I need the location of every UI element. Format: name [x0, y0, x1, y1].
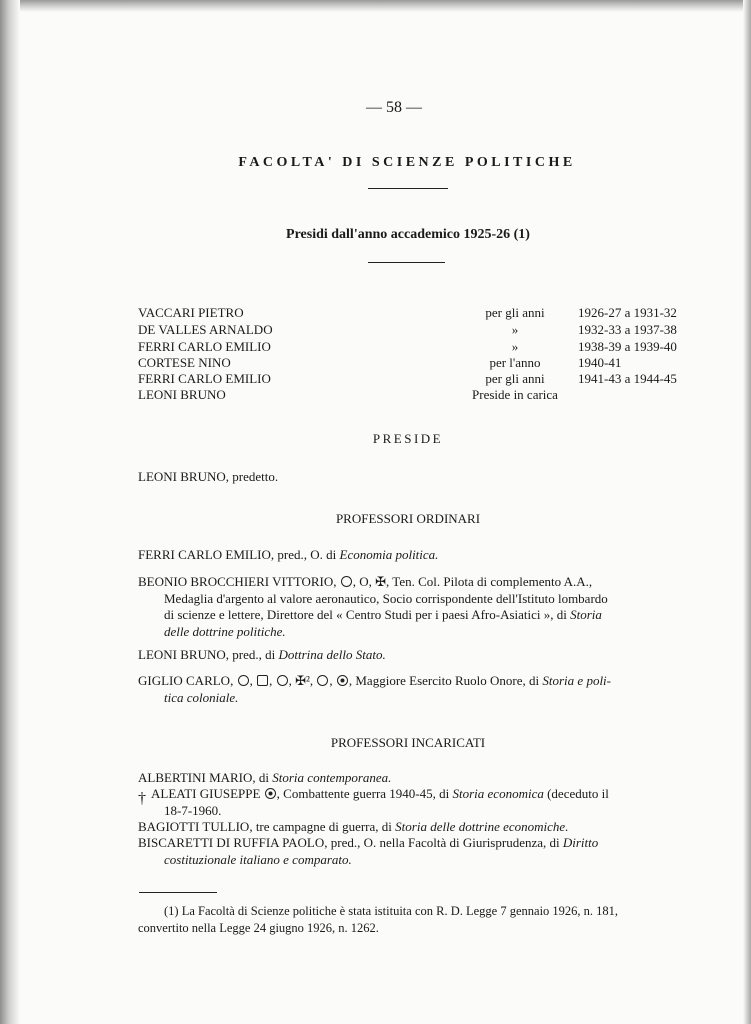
deceased-dagger-icon: †	[138, 790, 146, 807]
presidi-row	[0, 322, 751, 339]
presidi-row	[0, 371, 751, 388]
title-divider	[368, 188, 448, 189]
presidi-name: FERRI CARLO EMILIO	[138, 339, 271, 354]
entry-subject: tica coloniale.	[164, 689, 239, 705]
entry-text: , Combattente guerra 1940-45, di	[276, 786, 453, 801]
section-title: FACOLTA' DI SCIENZE POLITICHE	[238, 155, 576, 170]
preside-entry: LEONI BRUNO, predetto.	[138, 469, 279, 484]
presidi-name: VACCARI PIETRO	[138, 305, 244, 320]
presidi-years: 1941-43 a 1944-45	[578, 371, 677, 386]
presidi-row	[0, 387, 751, 404]
entry-subject: delle dottrine politiche.	[164, 623, 286, 639]
entry-text: (deceduto il	[543, 786, 609, 801]
presidi-years: 1926-27 a 1931-32	[578, 305, 677, 320]
incaricato-entry-albertini	[138, 770, 685, 787]
presidi-years: 1940-41	[578, 355, 622, 370]
presidi-name: LEONI BRUNO	[138, 387, 226, 402]
entry-subject: Storia economica	[452, 786, 544, 801]
footnote-line: (1) La Facoltà di Scienze politiche è stata istituita con R. D. Legge 7 gennaio 1926, n. 181,	[164, 904, 619, 918]
presidi-name: FERRI CARLO EMILIO	[138, 371, 271, 386]
decoration-medal-icon	[341, 576, 352, 587]
presidi-qualifier: per l'anno	[489, 355, 541, 370]
entry-text: di scienze e lettere, Direttore del « Centro Studi per i paesi Afro-Asiatici », di	[164, 607, 571, 622]
entry-subject: Diritto	[562, 835, 599, 850]
presidi-row	[0, 305, 751, 322]
decoration-medal-icon	[238, 675, 249, 686]
presidi-subtitle: Presidi dall'anno accademico 1925-26 (1)	[286, 227, 530, 242]
decoration-wound-icon	[337, 675, 348, 686]
presidi-qualifier: per gli anni	[485, 305, 545, 320]
preside-heading: PRESIDE	[372, 431, 444, 446]
incaricato-entry-biscaretti	[138, 835, 685, 868]
entry-subject: Storia contemporanea.	[272, 770, 392, 785]
presidi-row	[0, 339, 751, 356]
entry-name: ALEATI GIUSEPPE	[151, 786, 261, 801]
entry-subject: Storia delle dottrine economiche.	[395, 819, 569, 834]
incaricato-entry-bagiotti	[138, 819, 685, 836]
decoration-o-icon: O	[359, 574, 369, 589]
presidi-qualifier: »	[511, 339, 519, 354]
footnote-line: convertito nella Legge 24 giugno 1926, n. 1262.	[138, 921, 379, 935]
footnote-divider	[139, 892, 217, 893]
decoration-cross-icon: ✠²	[295, 673, 310, 688]
decoration-wound-icon	[265, 788, 276, 799]
ordinario-entry-ferri	[138, 547, 685, 564]
decoration-medal-icon	[277, 675, 288, 686]
entry-text: FERRI CARLO EMILIO, pred., O. di	[138, 547, 340, 562]
entry-text: LEONI BRUNO, pred., di	[138, 647, 279, 662]
entry-subject: costituzionale italiano e comparato.	[164, 851, 352, 867]
ordinario-entry-giglio: GIGLIO CARLO, , , , ✠², , , Maggiore Esercito Ruolo Onore, di Storia e poli- tica coloniale.	[138, 673, 611, 705]
incaricati-heading: PROFESSORI INCARICATI	[330, 735, 486, 750]
presidi-years: 1938-39 a 1939-40	[578, 339, 677, 354]
decoration-cross-icon: ✠	[375, 574, 387, 589]
ordinari-heading: PROFESSORI ORDINARI	[335, 511, 481, 526]
entry-text: , Maggiore Esercito Ruolo Onore, di	[348, 673, 543, 688]
page-number: — 58 —	[366, 99, 422, 116]
subtitle-divider	[368, 262, 445, 263]
presidi-qualifier: per gli anni	[485, 371, 545, 386]
entry-subject: Storia	[570, 607, 602, 622]
footnote	[138, 903, 684, 937]
scan-top-edge	[0, 0, 751, 12]
entry-text: , Ten. Col. Pilota di complemento A.A.,	[386, 574, 593, 589]
entry-subject: Economia politica.	[339, 547, 439, 562]
incaricato-entry-aleati	[138, 786, 685, 819]
entry-text: ALBERTINI MARIO, di	[138, 770, 273, 785]
ordinario-entry-beonio: BEONIO BROCCHIERI VITTORIO, , O, ✠, Ten. Col. Pilota di complemento A.A., Medaglia d'argento al valore aeronautico, Socio corrispondente dell'Istituto lombardo di scienze e lettere, Direttore del « Centro Studi per i paesi Afro-Asiatici », di Storia delle dottrine politiche.	[138, 574, 685, 640]
entry-name: BEONIO BROCCHIERI VITTORIO,	[138, 574, 337, 589]
decoration-badge-icon	[257, 675, 268, 686]
presidi-name: DE VALLES ARNALDO	[138, 322, 273, 337]
presidi-qualifier: Preside in carica	[472, 387, 558, 402]
presidi-qualifier: »	[511, 322, 519, 337]
entry-text: BISCARETTI DI RUFFIA PAOLO, pred., O. nella Facoltà di Giurisprudenza, di	[138, 835, 563, 850]
presidi-years: 1932-33 a 1937-38	[578, 322, 677, 337]
ordinario-entry-leoni	[138, 647, 685, 664]
entry-text: BAGIOTTI TULLIO, tre campagne di guerra, di	[138, 819, 396, 834]
entry-text: 18-7-1960.	[164, 802, 222, 818]
presidi-name: CORTESE NINO	[138, 355, 231, 370]
entry-subject: Dottrina dello Stato.	[278, 647, 386, 662]
presidi-row	[0, 355, 751, 372]
entry-text: Medaglia d'argento al valore aeronautico, Socio corrispondente dell'Istituto lombardo	[164, 590, 608, 606]
decoration-medal-icon	[317, 675, 328, 686]
entry-subject: Storia e poli-	[542, 673, 611, 688]
entry-name: GIGLIO CARLO,	[138, 673, 234, 688]
